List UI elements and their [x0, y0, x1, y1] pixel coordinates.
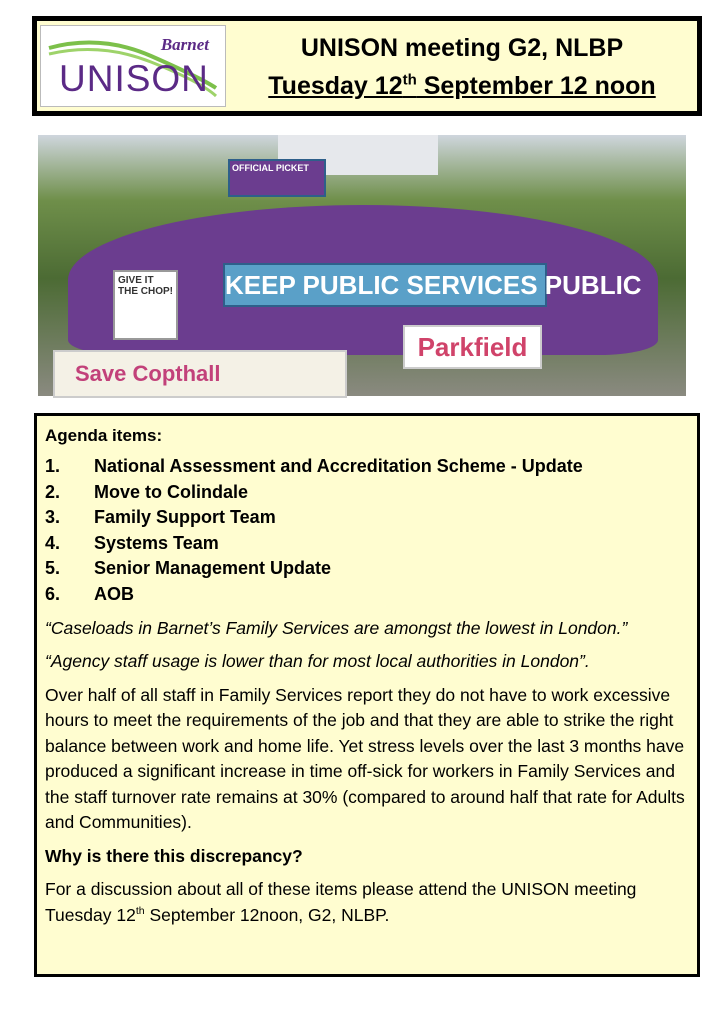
chop-sign: GIVE IT THE CHOP! [113, 270, 178, 340]
closing-text: For a discussion about all of these items please attend the UNISON meeting Tuesday 12 [45, 879, 637, 925]
save-banner: Save Copthall [53, 350, 347, 398]
item-label: Systems Team [94, 532, 219, 553]
item-number: 6. [45, 583, 61, 604]
item-number: 3. [45, 507, 61, 528]
agenda-heading: Agenda items: [45, 426, 163, 445]
item-number: 4. [45, 532, 61, 553]
closing-paragraph [45, 877, 689, 928]
title-time: September 12 noon [416, 72, 656, 100]
logo-barnet-text: Barnet [160, 35, 209, 54]
keep-public-banner: KEEP PUBLIC SERVICES PUBLIC [223, 263, 547, 307]
closing-text-end: September 12noon, G2, NLBP. [144, 904, 390, 925]
agenda-item [45, 582, 689, 608]
quote-caseloads: “Caseloads in Barnet’s Family Services are amongst the lowest in London.” [45, 617, 628, 638]
title-date-suffix: th [402, 71, 417, 89]
item-number: 5. [45, 558, 61, 579]
barnet-unison-logo [40, 25, 226, 107]
logo-unison-text: UNISON [59, 58, 209, 99]
meeting-title [227, 29, 697, 105]
item-number: 1. [45, 456, 61, 476]
parkfield-banner: Parkfield [403, 325, 542, 369]
protest-photo [38, 135, 686, 396]
item-label: Family Support Team [94, 507, 276, 528]
agenda-box [34, 413, 700, 977]
item-label: Senior Management Update [94, 558, 332, 579]
agenda-item [45, 505, 689, 531]
agenda-item [45, 454, 689, 480]
agenda-item [45, 556, 689, 582]
item-label: Move to Colindale [94, 481, 249, 502]
agenda-list [45, 454, 689, 608]
title-line-2 [227, 67, 697, 105]
agenda-item [45, 531, 689, 557]
discrepancy-question: Why is there this discrepancy? [45, 845, 303, 866]
item-number: 2. [45, 481, 61, 502]
header-banner [32, 16, 702, 116]
official-picket-sign: OFFICIAL PICKET [228, 159, 326, 197]
item-label: AOB [94, 583, 134, 604]
closing-date-suffix: th [135, 904, 145, 917]
agenda-item [45, 480, 689, 506]
title-line-1: UNISON meeting G2, NLBP [300, 34, 624, 62]
body-paragraph: Over half of all staff in Family Services report they do not have to work excessive hours to meet the requirements of the job and that they are able to strike the right balance between work and home life. Yet stress levels over the last 3 months have produced a significant increase in time off-sick for workers in Family Services and the staff turnover rate remains at 30% (compared to around half that rate for Adults and Communities). [45, 684, 685, 833]
item-label: National Assessment and Accreditation Scheme - Update [94, 456, 583, 476]
title-date: Tuesday 12 [268, 72, 403, 100]
quote-agency: “Agency staff usage is lower than for most local authorities in London”. [45, 651, 590, 672]
